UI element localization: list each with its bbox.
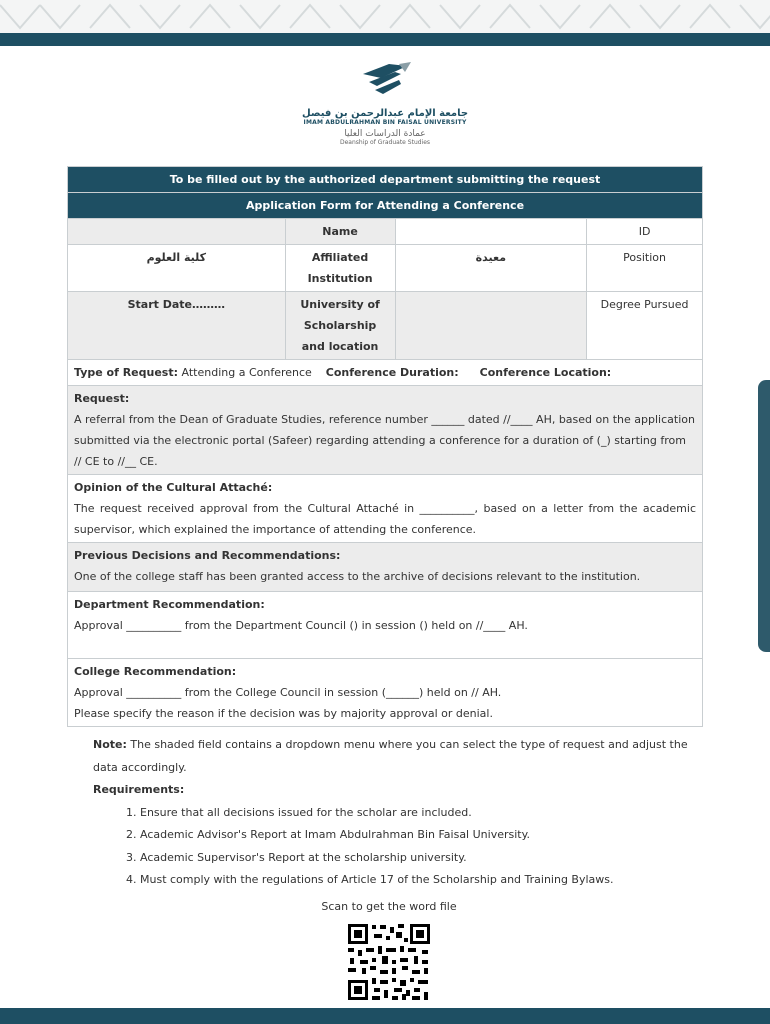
qr-code-icon — [346, 922, 432, 1002]
college-value[interactable]: كلية العلوم — [68, 245, 286, 292]
notes-section — [93, 734, 693, 892]
request-text: A referral from the Dean of Graduate Studies, reference number ______ dated //____ AH, based on the application submitted via the electronic portal (Safeer) regarding attending a conference for a duration of (_) starting from // CE to //__ CE. — [74, 413, 695, 468]
logo-english-deanship: Deanship of Graduate Studies — [339, 139, 431, 146]
logo-arabic-name: جامعة الإمام عبدالرحمن بن فيصل — [301, 108, 469, 119]
affiliated-institution-label: Affiliated Institution — [285, 245, 395, 292]
request-cell[interactable] — [68, 386, 703, 475]
previous-decisions-label: Previous Decisions and Recommendations: — [74, 549, 341, 562]
requirement-item: 2. Academic Advisor's Report at Imam Abdulrahman Bin Faisal University. — [140, 824, 693, 847]
qr-code[interactable] — [346, 922, 432, 1002]
requirement-item: 1. Ensure that all decisions issued for the scholar are included. — [140, 802, 693, 825]
requirements-label: Requirements: — [93, 783, 185, 796]
conference-location-label: Conference Location: — [479, 366, 612, 379]
scan-caption: Scan to get the word file — [321, 900, 457, 913]
id-label: ID — [587, 219, 703, 245]
form-title: Application Form for Attending a Conference — [68, 193, 703, 219]
college-recommendation-row — [68, 659, 703, 727]
previous-decisions-text: One of the college staff has been granted access to the archive of decisions relevant to the institution. — [74, 570, 641, 583]
logo-english-name: IMAM ABDULRAHMAN BIN FAISAL UNIVERSITY — [303, 119, 467, 126]
department-recommendation-text: Approval __________ from the Department Council () in session () held on //____ AH. — [74, 619, 528, 632]
requirement-item: 4. Must comply with the regulations of Article 17 of the Scholarship and Training Bylaws. — [140, 869, 693, 892]
institution-row — [68, 245, 703, 292]
opinion-cell — [68, 475, 703, 543]
department-recommendation-cell — [68, 592, 703, 659]
logo-arabic-deanship: عمادة الدراسات العليا — [344, 129, 426, 139]
scholarship-row — [68, 292, 703, 360]
form-header-row-2 — [68, 193, 703, 219]
position-label: Position — [587, 245, 703, 292]
request-row — [68, 386, 703, 475]
note-label: Note: — [93, 738, 127, 751]
previous-decisions-cell[interactable] — [68, 543, 703, 592]
opinion-row — [68, 475, 703, 543]
requirements-list — [93, 802, 693, 892]
name-value-cell[interactable] — [395, 219, 587, 245]
name-row — [68, 219, 703, 245]
department-recommendation-label: Department Recommendation: — [74, 598, 265, 611]
start-date[interactable]: Start Date……… — [68, 292, 286, 360]
name-label: Name — [285, 219, 395, 245]
type-of-request-dropdown[interactable]: Attending a Conference — [181, 366, 312, 379]
position-value[interactable]: معيدة — [395, 245, 587, 292]
application-form-table — [67, 166, 703, 727]
form-header-line1: To be filled out by the authorized department submitting the request — [68, 167, 703, 193]
university-logo — [300, 60, 470, 160]
college-recommendation-label: College Recommendation: — [74, 665, 237, 678]
requirement-item: 3. Academic Supervisor's Report at the scholarship university. — [140, 847, 693, 870]
form-header-row-1 — [68, 167, 703, 193]
college-recommendation-cell — [68, 659, 703, 727]
request-label: Request: — [74, 392, 130, 405]
degree-pursued-label: Degree Pursued — [587, 292, 703, 360]
college-recommendation-text2: Please specify the reason if the decision was by majority approval or denial. — [74, 707, 493, 720]
university-emblem-icon — [355, 60, 415, 102]
top-decorative-pattern — [0, 0, 770, 33]
type-of-request-cell — [68, 360, 703, 386]
opinion-label: Opinion of the Cultural Attaché: — [74, 481, 273, 494]
previous-decisions-row — [68, 543, 703, 592]
department-recommendation-row — [68, 592, 703, 659]
top-band — [0, 33, 770, 46]
university-of-scholarship-label: University of Scholarship and location — [285, 292, 395, 360]
chevron-pattern-icon — [0, 0, 770, 33]
side-tab — [758, 380, 770, 652]
bottom-band — [0, 1008, 770, 1024]
note-paragraph — [93, 734, 693, 779]
id-value-cell[interactable] — [68, 219, 286, 245]
degree-value-cell[interactable] — [395, 292, 587, 360]
conference-duration-label: Conference Duration: — [325, 366, 459, 379]
type-of-request-row — [68, 360, 703, 386]
type-of-request-label: Type of Request: — [74, 366, 179, 379]
note-text: The shaded field contains a dropdown menu where you can select the type of request and adjust the data accordingly. — [93, 738, 688, 774]
opinion-text: The request received approval from the Cultural Attaché in __________, based on a letter from the academic supervisor, which explained the importance of attending the conference. — [74, 502, 696, 536]
college-recommendation-text: Approval __________ from the College Council in session (______) held on // AH. — [74, 686, 502, 699]
